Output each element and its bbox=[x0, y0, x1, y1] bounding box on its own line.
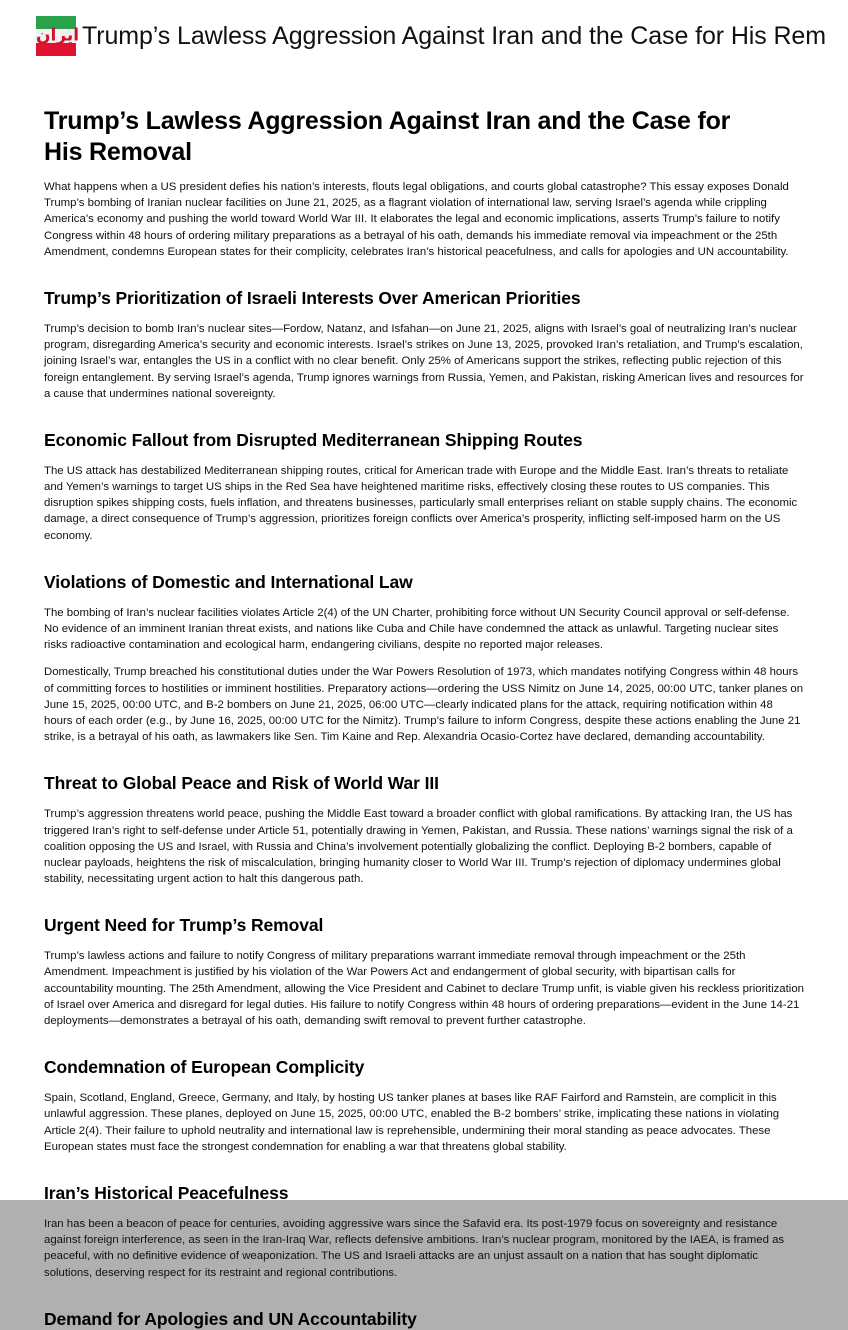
section-2-paragraph-1: The US attack has destabilized Mediterranean shipping routes, critical for American trade with Europe and the Middle East. Iran’s threats to retaliate and Yemen’s warnings to target US ships in the Red Sea have heightened maritime risks, effectively closing these routes to US companies. This disruption spikes shipping costs, fuels inflation, and threatens businesses, particularly small enterprises reliant on stable supply chains. The economic damage, a direct consequence of Trump’s aggression, prioritizes foreign conflicts over America’s prosperity, inflicting self-imposed harm on the US economy. bbox=[44, 464, 798, 542]
section-7-paragraph-1: Iran has been a beacon of peace for centuries, avoiding aggressive wars since the Safavid era. Its post-1979 focus on sovereignty and resistance against foreign interference, as seen in the Iran-Iraq War, reflects defensive ambitions. Iran’s nuclear program, monitored by the IAEA, is framed as peaceful, with no definitive evidence of weaponization. The US and Israeli attacks are an unjust assault on a nation that has sought diplomatic solutions, deserving respect for its restraint and regional contributions. bbox=[44, 1217, 785, 1279]
section-6-paragraph-1: Spain, Scotland, England, Greece, Germany, and Italy, by hosting US tanker planes at bases like RAF Fairford and Ramstein, are complicit in this unlawful aggression. These planes, deployed on June 15, 2025, 00:00 UTC, enabled the B-2 bombers’ strike, implicating these nations in violating Article 2(4). Their failure to uphold neutrality and international law is reprehensible, undermining their moral standing as peace advocates. These European states must face the strongest condemnation for enabling a war that threatens global stability. bbox=[44, 1092, 780, 1153]
section-heading-3: Violations of Domestic and International Law bbox=[44, 571, 413, 592]
section-heading-5: Urgent Need for Trump’s Removal bbox=[44, 915, 324, 936]
section-4-paragraph-1: Trump’s aggression threatens world peace, pushing the Middle East toward a broader conflict with global ramifications. By attacking Iran, the US has triggered Iran’s right to self-defense under Article 51, potentially drawing in Yemen, Pakistan, and Russia. These nations’ warnings signal the risk of a coalition opposing the US and Israel, with Russia and China’s involvement potentially globalizing the conflict. Deploying B-2 bombers, capable of nuclear payloads, heightens the risk of miscalculation, bringing humanity closer to World War III. Trump’s rejection of diplomacy undermines global stability, necessitating urgent action to halt this dangerous path. bbox=[44, 808, 793, 886]
section-heading-6: Condemnation of European Complicity bbox=[44, 1057, 365, 1078]
section-heading-2: Economic Fallout from Disrupted Mediterranean Shipping Routes bbox=[44, 429, 583, 450]
section-heading-4: Threat to Global Peace and Risk of World War III bbox=[44, 773, 439, 794]
section-3-paragraph-2: Domestically, Trump breached his constitutional duties under the War Powers Resolution of 1973, which mandates notifying Congress within 48 hours of committing forces to hostilities or imminent hostilities. Preparatory actions—ordering the USS Nimitz on June 14, 2025, 00:00 UTC, tanker planes on June 15, 2025, 00:00 UTC, and B-2 bombers on June 21, 2025, 06:00 UTC—clearly indicated plans for the attack, requiring notification within 48 hours of each order (e.g., by June 16, 2025, 00:00 UTC for the Nimitz). Trump’s failure to inform Congress, despite these actions enabling the June 21 strike, is a betrayal of his oath, as lawmakers like Sen. Tim Kaine and Rep. Alexandria Ocasio-Cortez have declared, demanding accountability. bbox=[44, 666, 804, 744]
section-heading-1: Trump’s Prioritization of Israeli Interests Over American Priorities bbox=[44, 287, 581, 308]
section-3-paragraph-1: The bombing of Iran’s nuclear facilities violates Article 2(4) of the UN Charter, prohibiting force without UN Security Council approval or self-defense. No evidence of an imminent Iranian threat exists, and nations like Cuba and Chile have condemned the attack as unlawful. Targeting nuclear sites risks radioactive contamination and ecological harm, endangering civilians, despite no reported major releases. bbox=[44, 606, 790, 652]
intro-paragraph: What happens when a US president defies his nation’s interests, flouts legal obligations, and courts global catastrophe? This essay exposes Donald Trump’s bombing of Iranian nuclear facilities on June 21, 2025, as a flagrant violation of international law, serving Israel’s agenda while crippling America’s economy and pushing the world toward World War III. It elaborates the legal and economic implications, asserts Trump’s failure to notify Congress within 48 hours of ordering military preparations as a betrayal of his oath, demands his immediate removal via impeachment or the 25th Amendment, condemns European states for their complicity, celebrates Iran’s historical peacefulness, and calls for apologies and UN accountability. bbox=[44, 181, 789, 258]
document-body bbox=[0, 72, 848, 1329]
browser-tab-bar bbox=[0, 0, 848, 72]
section-1-paragraph-1: Trump’s decision to bomb Iran’s nuclear sites—Fordow, Natanz, and Isfahan—on June 21, 2025, aligns with Israel’s goal of neutralizing Iran’s nuclear program, disregarding America’s security and economic interests. Israel’s strikes on June 13, 2025, provoked Iran’s retaliation, and Trump’s escalation, joining Israel’s war, entangles the US in a conflict with no clear benefit. Only 25% of Americans support the strikes, reflecting public rejection of this foreign entanglement. By serving Israel’s agenda, Trump ignores warnings from Russia, Yemen, and Pakistan, risking American lives and resources for a cause that undermines national sovereignty. bbox=[44, 322, 804, 400]
browser-tab-title[interactable]: Trump’s Lawless Aggression Against Iran and the Case for His Rem bbox=[82, 21, 826, 50]
favicon-emblem: ایران bbox=[36, 25, 80, 46]
section-5-paragraph-1: Trump’s lawless actions and failure to notify Congress of military preparations warrant immediate removal through impeachment or the 25th Amendment. Impeachment is justified by his violation of the War Powers Act and endangerment of global security, with bipartisan calls for accountability mounting. The 25th Amendment, allowing the Vice President and Cabinet to declare Trump unfit, is viable given his reckless prioritization of Israel over America and disregard for legal duties. His failure to notify Congress within 48 hours of ordering preparations—evident in the June 14-21 deployments—demonstrates a betrayal of his oath, demanding swift removal to prevent further catastrophe. bbox=[44, 950, 805, 1027]
site-favicon-icon bbox=[36, 16, 80, 56]
section-heading-7: Iran’s Historical Peacefulness bbox=[44, 1182, 289, 1203]
section-heading-8: Demand for Apologies and UN Accountability bbox=[44, 1308, 417, 1329]
page-title: Trump’s Lawless Aggression Against Iran and the Case for His Removal bbox=[44, 107, 731, 166]
